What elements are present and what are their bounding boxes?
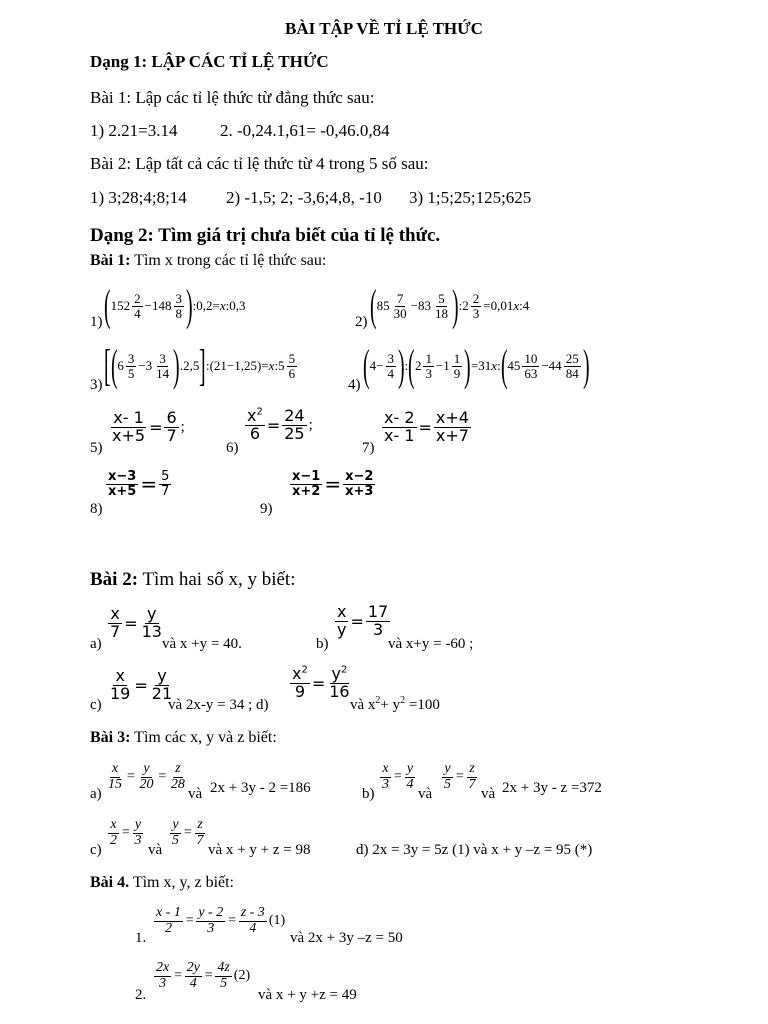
problem-5-label: 5) [90,440,103,456]
bai3-a-condition: 2x + 3y - 2 =186 [210,780,311,796]
problem-4-label: 4) [348,377,361,393]
bai3-c-condition: và x + y + z = 98 [208,842,311,858]
bai2-b-condition: và x+y = -60 ; [388,636,474,652]
dang2-bai4-line [90,874,234,892]
bai2-c-condition: và 2x-y = 34 ; d) [168,697,269,713]
problem-7-label: 7) [362,440,375,456]
dang2-bai1-text: Tìm x trong các tỉ lệ thức sau: [130,252,327,269]
problem-9-equation: $\frac{x-1}{x+2}$ = $\frac{x-2}{x+3}$ [292,469,374,499]
bai3-b-va-2: và [481,786,496,802]
bai3-b-equation-2: $\frac{y}{5}$ = $\frac{z}{7}$ [444,761,476,792]
page-title: BÀI TẬP VỀ TỈ LỆ THỨC [285,19,483,38]
dang2-bai3-line [90,729,277,747]
problem-3-label: 3) [90,377,103,393]
problem-1-label: 1) [90,314,103,330]
dang2-bai2-text: Tìm hai số x, y biết: [138,569,296,590]
dang1-bai1-text: Bài 1: Lập các tỉ lệ thức từ đẳng thức sau: [90,88,375,107]
problem-2-label: 2) [355,314,368,330]
problem-8-label: 8) [90,501,103,517]
dang2-bai1-line [90,252,326,270]
dang1-bai2-text: Bài 2: Lập tất cả các tỉ lệ thức từ 4 trong 5 số sau: [90,154,429,173]
dang2-bai2-label: Bài 2: [90,569,139,590]
problem-5-equation: $\frac{x- 1}{x+5}$ = $\frac{6}{7}$ ; [112,408,185,445]
bai4-2-condition: và x + y +z = 49 [258,987,357,1003]
bai4-1-condition: và 2x + 3y –z = 50 [290,930,403,946]
bai3-c-equation-1: $\frac{x}{2}$ = $\frac{y}{3}$ [110,817,142,848]
bai4-1-equation: $\frac{x - 1}{2}$ = $\frac{y - 2}{3}$ = $\frac{z - 3}{4}$ (1) [156,905,286,936]
bai3-b-condition: 2x + 3y - z =372 [502,780,602,796]
bai2-d-condition: và $x^2+ y^2 =100$ [350,695,440,713]
bai2-d-equation: $\frac{x^2}{9}$ = $\frac{y^2}{16}$ [292,664,350,701]
dang2-bai4-label: Bài 4. [90,874,130,891]
dang1-bai1-item-1: 1) 2.21=3.14 [90,121,178,140]
bai3-a-label: a) [90,786,102,802]
dang1-bai2-item-3: 3) 1;5;25;125;625 [409,188,532,207]
bai3-a-va: và [188,786,203,802]
dang2-bai3-text: Tìm các x, y và z biết: [130,729,277,746]
bai2-a-condition: và x +y = 40. [162,636,242,652]
dang1-bai2-item-2: 2) -1,5; 2; -3,6;4,8, -10 [226,188,382,207]
bai3-d-text: d) 2x = 3y = 5z (1) và x + y –z = 95 (*) [356,842,593,858]
bai4-2-label: 2. [135,987,147,1003]
problem-2-equation: ( 85 $\frac{7}{30}$ −83 $\frac{5}{18}$ ) :2 $\frac{2}{3}$ =0,01 x :4 [370,281,530,330]
bai3-c-va: và [148,842,163,858]
dang1-bai1-item-2: 2. -0,24.1,61= -0,46.0,84 [220,121,390,140]
problem-6-label: 6) [226,440,239,456]
dang1-bai2-item-1: 1) 3;28;4;8;14 [90,188,187,207]
section-heading-dang1: Dạng 1: LẬP CÁC TỈ LỆ THỨC [90,52,329,71]
bai2-b-label: b) [316,636,329,652]
problem-1-equation: ( 152 $\frac{2}{4}$ −148 $\frac{3}{8}$ ) :0,2= x :0,3 [104,281,246,330]
dang2-bai4-text: Tìm x, y, z biết: [129,874,234,891]
bai2-a-equation: $\frac{x}{7}$ = $\frac{y}{13}$ [110,604,162,641]
problem-8-equation: $\frac{x-3}{x+5}$ = $\frac{5}{7}$ [108,469,170,499]
bai4-1-label: 1. [135,930,147,946]
problem-7-equation: $\frac{x- 2}{x- 1}$ = $\frac{x+4}{x+7}$ [384,408,469,445]
bai3-c-label: c) [90,842,102,858]
bai2-c-equation: $\frac{x}{19}$ = $\frac{y}{21}$ [110,666,173,703]
problem-4-equation: ( 4− $\frac{3}{4}$ ) : ( 2 $\frac{1}{3}$ −1 $\frac{1}{9}$ ) =31 x : ( 45 $\frac{10}{63}$ −44 $\frac{25}{84}$ ) [363,341,590,390]
bai3-b-label: b) [362,786,375,802]
bai3-c-equation-2: $\frac{y}{5}$ = $\frac{z}{7}$ [172,817,204,848]
problem-6-equation: $\frac{x^2}{6}$ = $\frac{24}{25}$ ; [247,406,313,443]
bai2-c-label: c) [90,697,102,713]
problem-9-label: 9) [260,501,273,517]
bai2-b-equation: $\frac{x}{y}$ = $\frac{17}{3}$ [337,602,389,639]
bai2-a-label: a) [90,636,102,652]
bai4-2-equation: $\frac{2x}{3}$ = $\frac{2y}{4}$ = $\frac{4z}{5}$ (2) [156,960,251,991]
bai3-a-equation: $\frac{x}{15}$ = $\frac{y}{20}$ = $\frac{z}{28}$ [108,761,185,792]
problem-3-equation: [ ( 6 $\frac{3}{5}$ −3 $\frac{3}{14}$ ) .2,5 ] :(21−1,25)= x :5 $\frac{5}{6}$ [104,341,296,390]
section-heading-dang2: Dạng 2: Tìm giá trị chưa biết của tỉ lệ thức. [90,225,441,246]
bai3-b-equation-1: $\frac{x}{3}$ = $\frac{y}{4}$ [382,761,414,792]
dang2-bai1-label: Bài 1: [90,252,131,269]
dang2-bai3-label: Bài 3: [90,729,131,746]
dang2-bai2-line [90,570,295,591]
bai3-b-va-1: và [418,786,433,802]
